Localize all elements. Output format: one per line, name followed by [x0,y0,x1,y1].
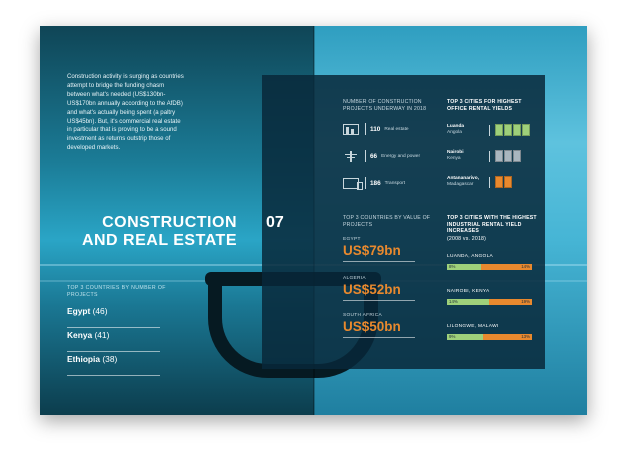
section-title [82,214,237,250]
project-label: Energy and power [381,153,421,159]
country-list-item [67,329,160,352]
value-amount: US$52bn [343,282,401,297]
divider [489,125,490,136]
city-name: Nairobi [447,150,464,155]
city-country: Angola [447,130,462,135]
truck-icon [343,178,359,189]
yield-bar-from: 8% [447,264,481,270]
value-country: ALGERIA [343,276,366,281]
city-country: Madagascar [447,182,474,187]
yield-item [447,254,537,270]
divider [489,177,490,188]
country-name: Ethiopia [67,354,101,364]
project-count: 66 [370,152,378,160]
value-item [343,276,415,301]
value-country: EGYPT [343,237,361,242]
office-city [447,150,537,162]
divider [365,177,366,189]
project-count: 110 [370,125,381,133]
yield-item [447,289,537,305]
divider [489,151,490,162]
project-row [343,122,409,136]
value-amount: US$50bn [343,319,401,334]
magazine-spread [40,26,587,415]
country-count: (46) [92,306,108,316]
buildings-icon [495,150,521,162]
yield-item [447,324,537,340]
power-pylon-icon [343,151,359,162]
city-country: Kenya [447,156,461,161]
country-list-item [67,305,160,328]
yield-bar-to: 13% [483,334,532,340]
country-name: Egypt [67,306,91,316]
country-list-item [67,353,160,376]
yield-city: LUANDA, ANGOLA [447,254,494,259]
top-countries-projects-heading: TOP 3 COUNTRIES BY NUMBER OF PROJECTS [67,285,166,298]
section-title-line1: CONSTRUCTION [102,214,237,231]
yield-city: LILONGWE, MALAWI [447,324,499,329]
office-city [447,176,537,188]
divider [365,123,366,135]
country-count: (38) [102,354,118,364]
office-yields-heading: TOP 3 CITIES FOR HIGHEST OFFICE RENTAL YIELDS [447,99,522,112]
divider [343,261,415,262]
project-label: Transport [384,180,406,186]
yield-bar [447,264,537,270]
value-item [343,237,415,262]
yield-bar-from: 14% [447,299,489,305]
value-country: SOUTH AFRICA [343,313,383,318]
buildings-icon [343,124,359,135]
office-city [447,124,537,136]
country-count: (41) [94,330,110,340]
divider [343,300,415,301]
values-heading: TOP 3 COUNTRIES BY VALUE OF PROJECTS [343,215,431,228]
country-name: Kenya [67,330,93,340]
projects-heading: NUMBER OF CONSTRUCTION PROJECTS UNDERWAY IN 2018 [343,99,427,112]
industrial-subheading: (2008 vs. 2018) [447,236,487,242]
section-title-line2: AND REAL ESTATE [81,232,237,249]
yield-bar [447,299,537,305]
divider [365,150,366,162]
chapter-number: 07 [266,214,284,231]
project-label: Real estate [384,126,409,132]
divider [343,337,415,338]
city-name: Antananarivo, [447,176,479,181]
yield-city: NAIROBI, KENYA [447,289,490,294]
intro-paragraph: Construction activity is surging as countries attempt to bridge the funding chasm between what's needed (US$130bn-US$170bn annually according to the AfDB) and what's actually being spent (a paltry US$45bn). But, it's commercial real estate in particular that is proving to be a sound investment as returns outstrip those of developed markets. [67,73,184,152]
yield-bar [447,334,537,340]
yield-bar-to: 14% [481,264,532,270]
project-row [343,149,420,163]
yield-bar-to: 19% [489,299,532,305]
industrial-heading: TOP 3 CITIES WITH THE HIGHEST INDUSTRIAL RENTAL YIELD INCREASES [447,215,537,235]
project-row [343,176,405,190]
yield-bar-from: 9% [447,334,483,340]
buildings-icon [495,124,530,136]
value-item [343,313,415,338]
value-amount: US$79bn [343,243,401,258]
project-count: 186 [370,179,381,187]
city-name: Luanda [447,124,465,129]
buildings-icon [495,176,512,188]
